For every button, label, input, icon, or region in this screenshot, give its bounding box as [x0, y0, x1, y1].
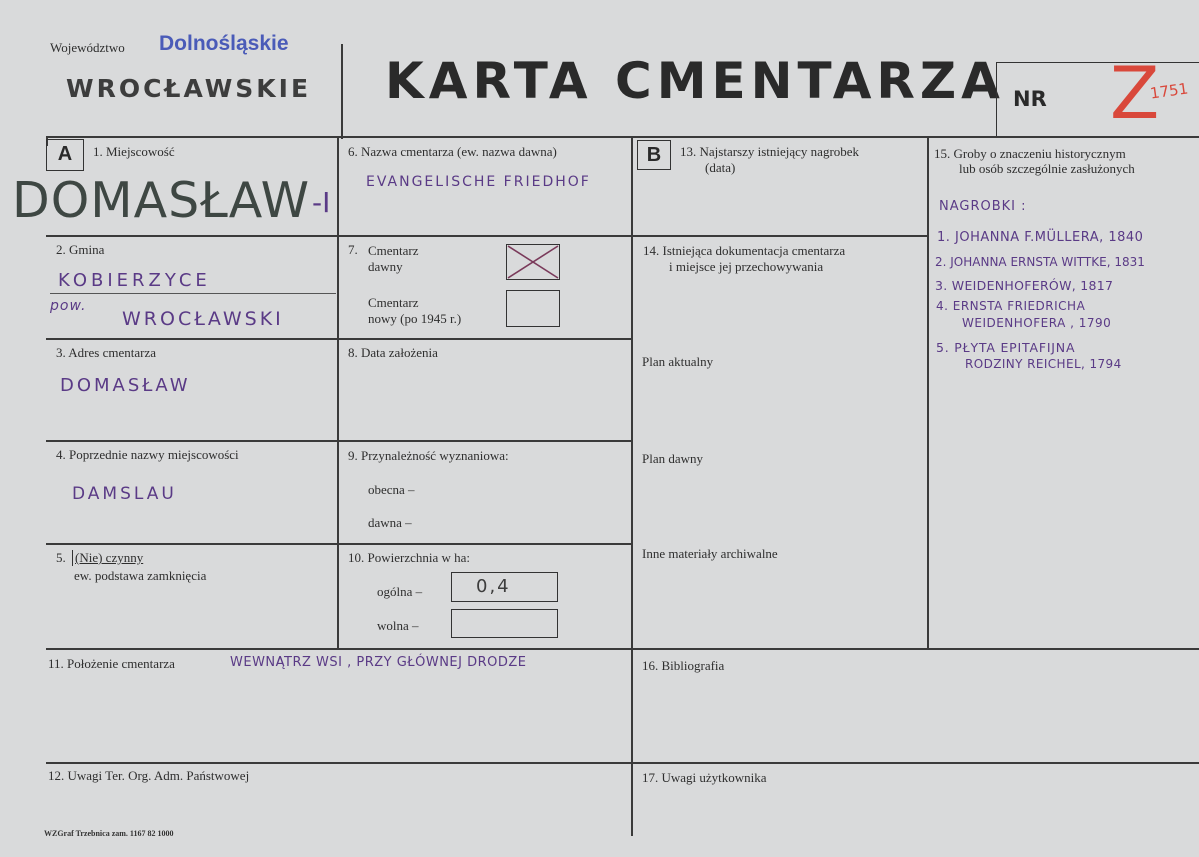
field-7-new-line2: nowy (po 1945 r.) — [368, 311, 462, 326]
section-a-letter: A — [46, 139, 84, 171]
field-10-free-label: wolna – — [377, 618, 419, 633]
voivodeship-stamp: Dolnośląskie — [159, 32, 289, 55]
grid-col1-divider — [337, 136, 339, 648]
grave-item-2: 2. JOHANNA ERNSTA WITTKE, 1831 — [935, 255, 1145, 269]
field-13-label-line1: 13. Najstarszy istniejący nagrobek — [680, 144, 860, 159]
section-b-letter: B — [637, 140, 671, 170]
row-line-col1-d — [46, 543, 338, 545]
field-9-former: dawna – — [368, 515, 412, 530]
number-value: 1751 — [1148, 79, 1190, 103]
field-5-number: 5. — [56, 550, 66, 565]
field-4-label: 4. Poprzednie nazwy miejscowości — [56, 447, 239, 462]
row-line-full-1 — [46, 648, 1199, 650]
grave-item-1: 1. JOHANNA F.MÜLLERA, 1840 — [937, 230, 1144, 245]
other-archives-label: Inne materiały archiwalne — [642, 546, 778, 561]
field-1-value: DOMASŁAW — [12, 172, 311, 229]
field-5-sub: ew. podstawa zamknięcia — [74, 568, 207, 583]
field-2-county-prefix: pow. — [50, 298, 87, 314]
field-11-label: 11. Położenie cmentarza — [48, 656, 175, 671]
grave-item-3: 3. WEIDENHOFERÓW, 1817 — [935, 278, 1114, 293]
field-14-label-line2: i miejsce jej przechowywania — [669, 259, 824, 274]
field-2-label: 2. Gmina — [56, 242, 105, 257]
field-9-label: 9. Przynależność wyznaniowa: — [348, 448, 509, 463]
grid-top-line — [46, 136, 996, 138]
grave-item-4: 4. ERNSTA FRIEDRICHA — [936, 299, 1086, 313]
grave-item-5-cont: RODZINY REICHEL, 1794 — [965, 357, 1122, 371]
field-3-value: DOMASŁAW — [60, 375, 191, 396]
number-label: NR — [1013, 87, 1047, 111]
field-1-label: 1. Miejscowość — [93, 144, 175, 159]
field-2-value: KOBIERZYCE — [58, 270, 211, 291]
field-7-old-line2: dawny — [368, 259, 403, 274]
row-line-full-2 — [46, 762, 1199, 764]
row-line-col2-c — [338, 440, 631, 442]
voivodeship-label: Województwo — [50, 40, 125, 55]
total-area-value: 0,4 — [476, 576, 511, 597]
field-14-label-line1: 14. Istniejąca dokumentacja cmentarza — [643, 243, 846, 258]
graves-heading: NAGROBKI : — [939, 199, 1027, 214]
field-12-label: 12. Uwagi Ter. Org. Adm. Państwowej — [48, 768, 250, 783]
field-5-label: (Nie) czynny — [72, 550, 143, 566]
plan-old-label: Plan dawny — [642, 451, 704, 466]
new-cemetery-checkbox[interactable] — [506, 290, 560, 327]
free-area-box[interactable] — [451, 609, 558, 638]
field-4-value: DAMSLAU — [72, 484, 177, 504]
row-line-col2-a — [338, 235, 631, 237]
voivodeship-handwritten: WROCŁAWSKIE — [66, 74, 312, 103]
field-15-label-line2: lub osób szczególnie zasłużonych — [959, 161, 1135, 176]
field-9-current: obecna – — [368, 482, 415, 497]
header-divider — [341, 44, 343, 139]
field-6-value: EVANGELISCHE FRIEDHOF — [366, 174, 591, 190]
field-1-suffix: -I — [312, 186, 331, 219]
field-6-label: 6. Nazwa cmentarza (ew. nazwa dawna) — [348, 144, 557, 159]
field-17-label: 17. Uwagi użytkownika — [642, 770, 767, 785]
field-7-old-line1: Cmentarz — [368, 243, 419, 258]
grave-item-4-cont: WEIDENHOFERA , 1790 — [962, 316, 1112, 330]
row-line-col1-c — [46, 440, 338, 442]
field-10-total-label: ogólna – — [377, 584, 423, 599]
field-3-label: 3. Adres cmentarza — [56, 345, 156, 360]
field-2-county-value: WROCŁAWSKI — [122, 308, 284, 330]
row-line-col2-d — [338, 543, 631, 545]
field-7-new-line1: Cmentarz — [368, 295, 419, 310]
field-8-label: 8. Data założenia — [348, 345, 438, 360]
field-10-label: 10. Powierzchnia w ha: — [348, 550, 471, 565]
field-16-label: 16. Bibliografia — [642, 658, 725, 673]
row-line-col1-a — [46, 235, 338, 237]
row-line-col3-a — [632, 235, 927, 237]
grid-col3-divider — [927, 136, 929, 648]
row-line-col2-b — [338, 338, 631, 340]
grid-col2-divider — [631, 136, 633, 836]
number-letter: Z — [1110, 51, 1160, 135]
grid-top-line-right — [996, 136, 1199, 138]
field-11-value: WEWNĄTRZ WSI , PRZY GŁÓWNEJ DRODZE — [230, 655, 527, 670]
checkbox-cross-icon — [507, 245, 559, 279]
plan-current-label: Plan aktualny — [642, 354, 714, 369]
grave-item-5: 5. PŁYTA EPITAFIJNA — [936, 340, 1076, 355]
old-cemetery-checkbox[interactable] — [506, 244, 560, 280]
field-7-number: 7. — [348, 242, 358, 257]
row-line-col1-b — [46, 338, 338, 340]
card-title: KARTA CMENTARZA — [385, 52, 1005, 110]
printer-info: WZGraf Trzebnica zam. 1167 82 1000 — [44, 829, 174, 838]
field-2-underline — [50, 293, 336, 294]
field-13-label-line2: (data) — [705, 160, 736, 175]
total-area-box[interactable] — [451, 572, 558, 602]
field-15-label-line1: 15. Groby o znaczeniu historycznym — [934, 146, 1126, 161]
